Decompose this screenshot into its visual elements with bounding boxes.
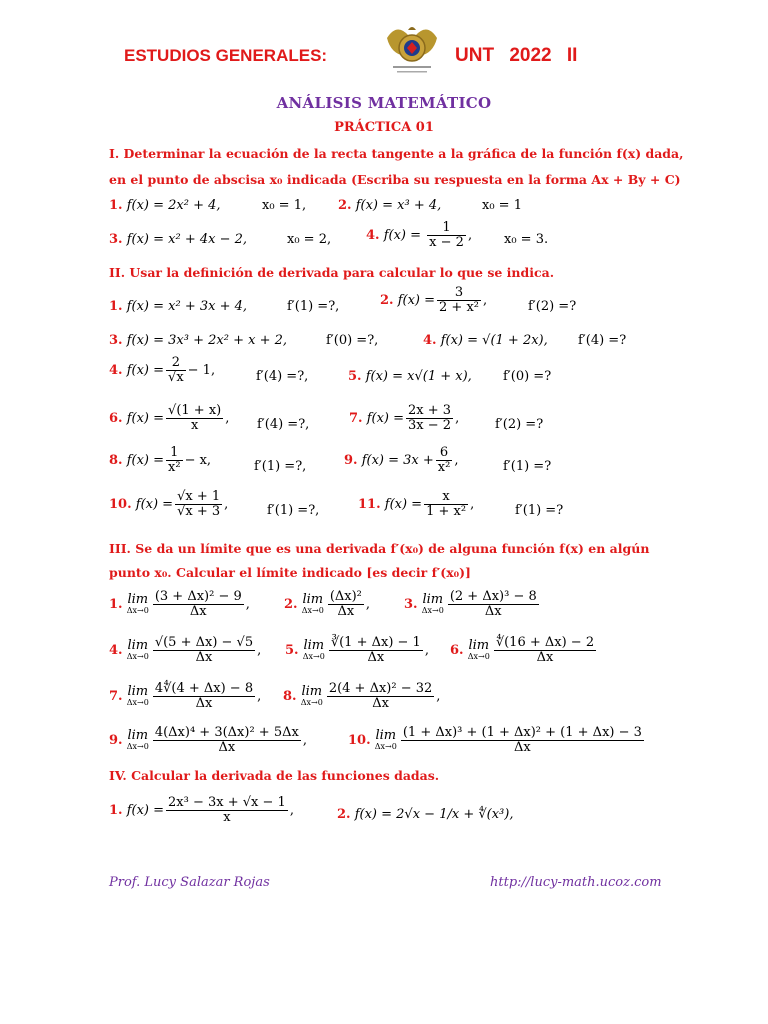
item-expression: f(x) = <box>384 497 423 512</box>
denominator: Δx <box>337 604 355 619</box>
fraction <box>153 636 255 665</box>
s2-item <box>109 334 287 348</box>
denominator: 3x − 2 <box>408 418 452 433</box>
item-number: 10. <box>109 497 132 512</box>
lim-subscript: Δx→0 <box>302 651 325 661</box>
fraction <box>153 590 244 619</box>
item-number: 4. <box>366 228 380 243</box>
item-expression: f(x) = x² + 4x − 2, <box>126 232 248 247</box>
limit-operator <box>126 591 149 616</box>
section-3-heading-line1: III. Se da un límite que es una derivada f′(x₀) de alguna función f(x) en algún <box>109 541 650 556</box>
lim-subscript: Δx→0 <box>467 651 490 661</box>
denominator: Δx <box>195 696 213 711</box>
limit-operator <box>374 727 397 752</box>
numerator: ∛(1 + Δx) − 1 <box>330 635 421 650</box>
s2-item-extra: f′(4) =?, <box>257 417 310 432</box>
fraction <box>153 682 255 711</box>
fraction <box>328 590 364 619</box>
denominator: Δx <box>195 650 213 665</box>
denominator: x − 2 <box>429 235 464 250</box>
s2-item-extra: f′(1) =? <box>503 459 552 474</box>
lim-subscript: Δx→0 <box>301 605 324 615</box>
lim-label: lim <box>301 683 323 699</box>
numerator: x <box>424 490 468 505</box>
numerator: 1 <box>427 221 466 236</box>
numerator: (2 + Δx)³ − 8 <box>449 589 537 604</box>
punct: , <box>257 689 262 704</box>
denominator: Δx <box>367 650 385 665</box>
numerator: 6 <box>436 446 453 461</box>
header-right-text: UNT 2022 II <box>455 45 578 66</box>
fraction <box>166 796 288 825</box>
lim-subscript: Δx→0 <box>374 741 397 751</box>
limit-operator <box>126 727 149 752</box>
s2-item <box>344 446 458 475</box>
denominator: Δx <box>514 740 531 755</box>
item-number: 1. <box>109 299 123 314</box>
item-number: 5. <box>285 643 299 658</box>
lim-label: lim <box>127 727 149 743</box>
limit-operator <box>301 591 324 616</box>
limit-operator <box>302 637 325 662</box>
punct: , <box>365 597 371 612</box>
numerator: √x + 1 <box>177 489 221 504</box>
footer-url[interactable]: http://lucy-math.ucoz.com <box>490 875 662 890</box>
denominator: 1 + x² <box>426 504 467 519</box>
s2-item <box>109 490 228 519</box>
numerator: 2(4 + Δx)² − 32 <box>328 681 433 696</box>
item-number: 9. <box>109 733 123 748</box>
item-number: 3. <box>109 232 123 247</box>
lim-label: lim <box>422 591 444 607</box>
item-number: 10. <box>348 733 371 748</box>
punct: , <box>302 733 307 748</box>
fraction <box>166 404 223 433</box>
numerator: 2 <box>166 356 186 371</box>
lim-label: lim <box>303 637 325 653</box>
fraction <box>153 726 301 755</box>
s2-item <box>423 334 548 348</box>
punct: , <box>289 803 294 818</box>
s2-item-extra: f′(0) =?, <box>326 333 379 348</box>
s1-item-extra: x₀ = 3. <box>504 232 549 247</box>
item-expression: f(x) = 2√x − 1/x + ∜(x³), <box>354 807 514 822</box>
denominator: Δx <box>536 650 554 665</box>
s1-item <box>338 199 441 213</box>
denominator: x² <box>437 460 451 475</box>
lim-subscript: Δx→0 <box>126 741 149 751</box>
punct: , <box>483 293 488 308</box>
s2-item-extra: f′(1) =? <box>515 503 564 518</box>
numerator: (1 + Δx)³ + (1 + Δx)² + (1 + Δx) − 3 <box>402 725 642 740</box>
fraction <box>424 490 468 519</box>
s1-item-extra: x₀ = 1, <box>262 198 307 213</box>
item-number: 6. <box>450 643 464 658</box>
s2-item <box>109 446 211 475</box>
s2-item <box>349 404 459 433</box>
denominator: x² <box>168 460 181 475</box>
s1-item-extra: x₀ = 1 <box>482 198 522 213</box>
footer-author: Prof. Lucy Salazar Rojas <box>109 875 270 890</box>
item-number: 9. <box>344 453 358 468</box>
fraction <box>166 356 186 385</box>
s2-item-extra: f′(4) =?, <box>256 369 309 384</box>
item-expression: f(x) = <box>126 803 165 818</box>
item-expression: f(x) = <box>135 497 174 512</box>
numerator: (Δx)² <box>329 589 362 604</box>
numerator: √(5 + Δx) − √5 <box>154 635 254 650</box>
fraction <box>175 490 222 519</box>
s3-item <box>285 636 429 665</box>
fraction <box>329 636 423 665</box>
s3-item <box>109 590 250 619</box>
item-expression: f(x) = <box>366 411 405 426</box>
s2-item <box>109 356 215 385</box>
section-3-heading-line2: punto x₀. Calcular el límite indicado [es decir f′(x₀)] <box>109 565 471 580</box>
item-number: 7. <box>349 411 363 426</box>
lim-label: lim <box>302 591 324 607</box>
s1-item-extra: x₀ = 2, <box>287 232 332 247</box>
denominator: Δx <box>189 604 207 619</box>
s2-item-extra: f′(1) =?, <box>254 459 307 474</box>
item-expression: f(x) = √(1 + 2x), <box>440 333 548 348</box>
punct: , <box>225 411 230 426</box>
item-number: 8. <box>109 453 123 468</box>
fraction <box>494 636 596 665</box>
denominator: Δx <box>218 740 236 755</box>
section-4-heading: IV. Calcular la derivada de las funciones dadas. <box>109 768 440 783</box>
denominator: Δx <box>372 696 389 711</box>
s1-item <box>109 199 221 213</box>
s1-item <box>109 233 247 247</box>
item-number: 5. <box>348 369 362 384</box>
item-expression: f(x) = x² + 3x + 4, <box>126 299 248 314</box>
item-number: 4. <box>109 363 123 378</box>
item-expression: f(x) = x³ + 4, <box>355 198 442 213</box>
fraction <box>437 286 481 315</box>
item-number: 7. <box>109 689 123 704</box>
denominator: √x <box>168 370 184 385</box>
item-expression: f(x) = 3x + <box>361 453 434 468</box>
punct: − 1, <box>187 363 216 378</box>
s1-item <box>366 221 472 250</box>
denominator: √x + 3 <box>177 504 221 519</box>
fraction <box>448 590 539 619</box>
punct: , <box>424 643 429 658</box>
punct: , <box>454 453 459 468</box>
fraction <box>401 726 644 755</box>
s3-item <box>450 636 598 665</box>
s2-item-extra: f′(4) =? <box>578 333 627 348</box>
item-number: 3. <box>404 597 418 612</box>
item-number: 3. <box>109 333 123 348</box>
fraction <box>406 404 453 433</box>
numerator: 2x + 3 <box>408 403 452 418</box>
s2-item-extra: f′(2) =? <box>528 299 577 314</box>
page-subtitle: PRÁCTICA 01 <box>334 120 434 135</box>
limit-operator <box>126 637 149 662</box>
numerator: √(1 + x) <box>168 403 222 418</box>
punct: , <box>436 689 441 704</box>
item-expression: f(x) = <box>383 228 422 243</box>
punct: − x, <box>184 453 212 468</box>
item-number: 4. <box>109 643 123 658</box>
s2-item-extra: f′(0) =? <box>503 369 552 384</box>
item-number: 2. <box>380 293 394 308</box>
fraction <box>166 446 183 475</box>
s2-item <box>358 490 474 519</box>
item-number: 1. <box>109 803 123 818</box>
item-number: 1. <box>109 198 123 213</box>
punct: , <box>257 643 262 658</box>
numerator: 2x³ − 3x + √x − 1 <box>168 795 286 810</box>
lim-subscript: Δx→0 <box>421 605 444 615</box>
s3-item <box>109 682 261 711</box>
numerator: 3 <box>437 286 481 301</box>
lim-label: lim <box>127 637 149 653</box>
item-expression: f(x) = <box>126 453 165 468</box>
limit-operator <box>421 591 444 616</box>
item-expression: f(x) = <box>126 363 165 378</box>
item-number: 2. <box>337 807 351 822</box>
s3-item <box>404 590 541 619</box>
lim-subscript: Δx→0 <box>126 651 149 661</box>
numerator: 1 <box>166 446 183 461</box>
item-number: 11. <box>358 497 381 512</box>
denominator: Δx <box>484 604 502 619</box>
section-1-heading-line2: en el punto de abscisa x₀ indicada (Escriba su respuesta en la forma Ax + By + C) <box>109 172 681 187</box>
s3-item <box>284 590 370 619</box>
s2-item-extra: f′(1) =?, <box>287 299 340 314</box>
s3-item <box>109 636 261 665</box>
header-left-text: ESTUDIOS GENERALES: <box>124 46 328 65</box>
lim-label: lim <box>127 591 149 607</box>
s4-item <box>337 808 513 822</box>
item-expression: f(x) = 2x² + 4, <box>126 198 221 213</box>
page-title: ANÁLISIS MATEMÁTICO <box>276 94 492 112</box>
numerator: 4(Δx)⁴ + 3(Δx)² + 5Δx <box>154 725 299 740</box>
s3-item <box>109 726 307 755</box>
item-expression: f(x) = x√(1 + x), <box>365 369 472 384</box>
s2-item <box>348 370 472 384</box>
numerator: (3 + Δx)² − 9 <box>154 589 242 604</box>
s2-item-extra: f′(1) =?, <box>267 503 320 518</box>
numerator: ∜(16 + Δx) − 2 <box>495 635 595 650</box>
s2-item <box>109 404 229 433</box>
limit-operator <box>467 637 490 662</box>
punct: , <box>455 411 460 426</box>
s2-item <box>109 300 247 314</box>
fraction <box>427 221 466 250</box>
punct: , <box>224 497 229 512</box>
lim-label: lim <box>468 637 490 653</box>
item-expression: f(x) = <box>397 293 436 308</box>
punct: , <box>245 597 250 612</box>
item-expression: f(x) = 3x³ + 2x² + x + 2, <box>126 333 287 348</box>
section-1-heading-line1: I. Determinar la ecuación de la recta tangente a la gráfica de la función f(x) dada, <box>109 146 684 161</box>
denominator: x <box>223 810 231 825</box>
s3-item <box>283 682 440 711</box>
item-number: 4. <box>423 333 437 348</box>
item-number: 6. <box>109 411 123 426</box>
section-2-heading: II. Usar la definición de derivada para calcular lo que se indica. <box>109 265 555 280</box>
denominator: x <box>190 418 199 433</box>
lim-subscript: Δx→0 <box>126 697 149 707</box>
denominator: 2 + x² <box>439 300 480 315</box>
punct: , <box>467 228 473 243</box>
punct: , <box>470 497 475 512</box>
item-number: 8. <box>283 689 297 704</box>
item-number: 2. <box>338 198 352 213</box>
s2-item <box>380 286 487 315</box>
item-number: 2. <box>284 597 298 612</box>
limit-operator <box>126 683 149 708</box>
fraction <box>436 446 453 475</box>
lim-subscript: Δx→0 <box>300 697 323 707</box>
fraction <box>327 682 434 711</box>
limit-operator <box>300 683 323 708</box>
lim-label: lim <box>375 727 397 743</box>
s3-item <box>348 726 646 755</box>
lim-label: lim <box>127 683 149 699</box>
university-crest-logo <box>383 20 441 80</box>
item-expression: f(x) = <box>126 411 165 426</box>
s4-item <box>109 796 294 825</box>
item-number: 1. <box>109 597 123 612</box>
numerator: 4∜(4 + Δx) − 8 <box>154 681 254 696</box>
s2-item-extra: f′(2) =? <box>495 417 544 432</box>
lim-subscript: Δx→0 <box>126 605 149 615</box>
